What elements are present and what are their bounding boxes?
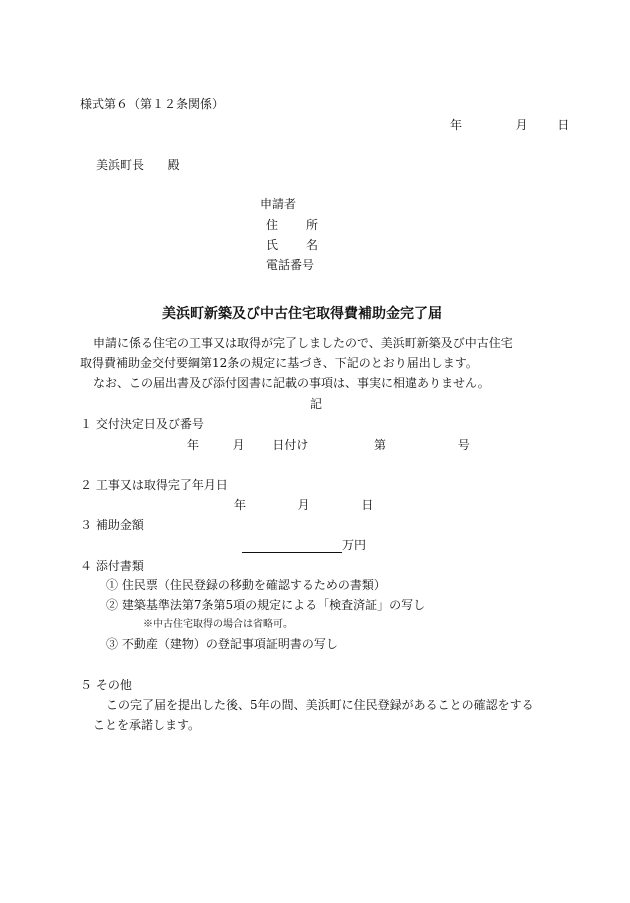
form-reference: 様式第６（第１２条関係） xyxy=(80,97,225,111)
intro-line-2: 取得費補助金交付要綱第12条の規定に基づき、下記のとおり届出します。 xyxy=(80,356,478,370)
applicant-name-label: 氏 名 xyxy=(266,238,319,252)
intro-line-3: なお、この届出書及び添付図書に記載の事項は、事実に相違ありません。 xyxy=(93,376,490,390)
date-year-label: 年 xyxy=(450,118,463,132)
item1-gou: 号 xyxy=(457,438,470,452)
addressee xyxy=(96,157,180,173)
applicant-phone-label: 電話番号 xyxy=(266,258,315,272)
intro-line-1: 申請に係る住宅の工事又は取得が完了しましたので、美浜町新築及び中古住宅 xyxy=(93,336,513,350)
item2-month: 月 xyxy=(297,498,310,512)
item1-dated: 日付け xyxy=(272,438,309,452)
addressee-honorific: 殿 xyxy=(167,158,180,172)
item1-month: 月 xyxy=(232,438,245,452)
attachment-3: ③ 不動産（建物）の登記事項証明書の写し xyxy=(106,637,338,651)
document-title: 美浜町新築及び中古住宅取得費補助金完了届 xyxy=(162,306,442,322)
date-month-label: 月 xyxy=(515,118,528,132)
amount-underline xyxy=(242,539,342,553)
attachment-note: ※中古住宅取得の場合は省略可。 xyxy=(143,619,293,630)
item1-fields xyxy=(187,437,470,453)
attachment-1: ① 住民票（住民登録の移動を確認するための書類） xyxy=(106,578,386,592)
item2-heading: ２ 工事又は取得完了年月日 xyxy=(80,478,228,492)
item2-day: 日 xyxy=(361,498,374,512)
ki-marker: 記 xyxy=(310,397,323,411)
item1-dai: 第 xyxy=(374,438,387,452)
item5-line-2: ことを承諾します。 xyxy=(93,718,201,732)
item2-year: 年 xyxy=(234,498,247,512)
attachment-2: ② 建築基準法第7条第5項の規定による「検査済証」の写し xyxy=(106,598,426,612)
item1-year: 年 xyxy=(187,438,200,452)
item1-heading: １ 交付決定日及び番号 xyxy=(80,417,204,431)
item3-amount xyxy=(242,537,366,553)
item3-heading: ３ 補助金額 xyxy=(80,518,144,532)
addressee-name: 美浜町長 xyxy=(96,158,145,172)
date-line xyxy=(450,117,569,133)
applicant-address-label: 住 所 xyxy=(266,218,319,232)
applicant-label: 申請者 xyxy=(260,197,297,211)
item2-fields xyxy=(234,497,373,513)
item5-heading: ５ その他 xyxy=(80,678,132,692)
item4-heading: ４ 添付書類 xyxy=(80,559,144,573)
item5-line-1: この完了届を提出した後、5年の間、美浜町に住民登録があることの確認をする xyxy=(106,698,534,712)
amount-unit: 万円 xyxy=(342,538,367,552)
date-day-label: 日 xyxy=(557,118,570,132)
